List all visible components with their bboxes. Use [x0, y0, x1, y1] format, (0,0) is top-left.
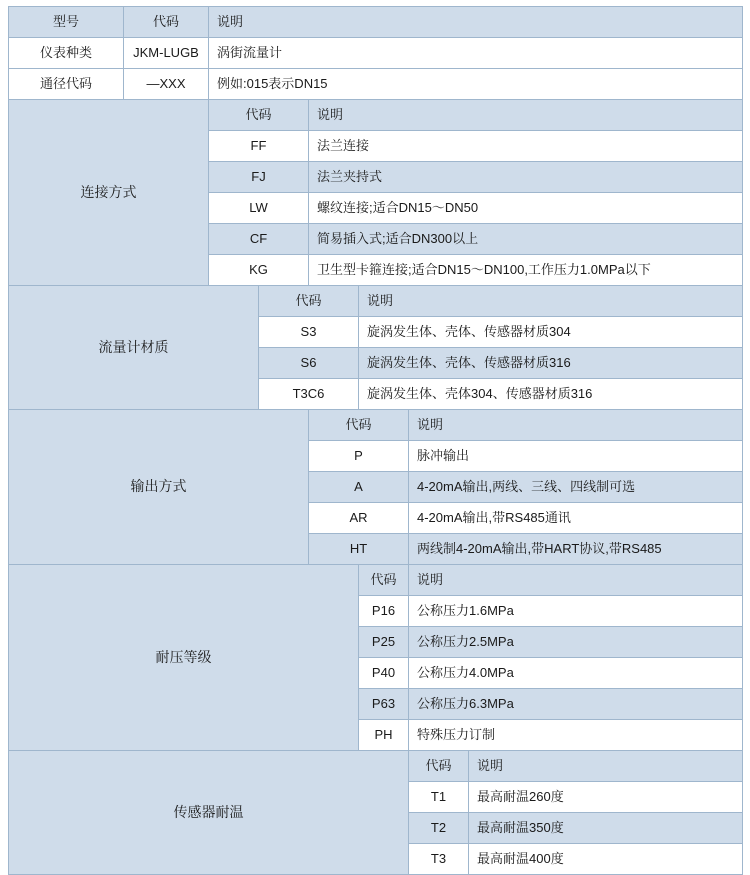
desc-cell: 最高耐温400度: [469, 844, 743, 875]
table-row: [9, 38, 743, 69]
row-desc-bore-code: 例如:015表示DN15: [209, 69, 743, 100]
desc-cell: 简易插入式;适合DN300以上: [309, 224, 743, 255]
desc-cell: 螺纹连接;适合DN15～DN50: [309, 193, 743, 224]
code-cell: HT: [309, 534, 409, 565]
subheader-code-pressure: 代码: [359, 565, 409, 596]
section-subheader-row-temperature: [9, 751, 743, 782]
code-cell: P40: [359, 658, 409, 689]
desc-cell: 最高耐温350度: [469, 813, 743, 844]
specification-table: [8, 6, 743, 875]
desc-cell: 公称压力2.5MPa: [409, 627, 743, 658]
row-label-instrument-type: 仪表种类: [9, 38, 124, 69]
code-cell: FJ: [209, 162, 309, 193]
subheader-code-connection: 代码: [209, 100, 309, 131]
desc-cell: 旋涡发生体、壳体、传感器材质316: [359, 348, 743, 379]
row-code-instrument-type: JKM-LUGB: [124, 38, 209, 69]
code-cell: S6: [259, 348, 359, 379]
desc-cell: 旋涡发生体、壳体304、传感器材质316: [359, 379, 743, 410]
code-cell: T2: [409, 813, 469, 844]
section-subheader-row-output: [9, 410, 743, 441]
section-label-material: 流量计材质: [9, 286, 259, 410]
code-cell: T3: [409, 844, 469, 875]
table-row: [9, 69, 743, 100]
code-cell: A: [309, 472, 409, 503]
code-cell: P: [309, 441, 409, 472]
subheader-code-material: 代码: [259, 286, 359, 317]
section-label-pressure: 耐压等级: [9, 565, 359, 751]
desc-cell: 4-20mA输出,两线、三线、四线制可选: [409, 472, 743, 503]
section-subheader-row-connection: [9, 100, 743, 131]
subheader-code-output: 代码: [309, 410, 409, 441]
code-cell: PH: [359, 720, 409, 751]
section-label-output: 输出方式: [9, 410, 309, 565]
section-subheader-row-material: [9, 286, 743, 317]
desc-cell: 两线制4-20mA输出,带HART协议,带RS485: [409, 534, 743, 565]
header-description: 说明: [209, 7, 743, 38]
section-label-connection: 连接方式: [9, 100, 209, 286]
subheader-desc-output: 说明: [409, 410, 743, 441]
desc-cell: 脉冲输出: [409, 441, 743, 472]
code-cell: FF: [209, 131, 309, 162]
code-cell: P25: [359, 627, 409, 658]
row-desc-instrument-type: 涡街流量计: [209, 38, 743, 69]
desc-cell: 4-20mA输出,带RS485通讯: [409, 503, 743, 534]
subheader-code-temperature: 代码: [409, 751, 469, 782]
code-cell: P16: [359, 596, 409, 627]
desc-cell: 特殊压力订制: [409, 720, 743, 751]
table-header-row: [9, 7, 743, 38]
desc-cell: 最高耐温260度: [469, 782, 743, 813]
code-cell: CF: [209, 224, 309, 255]
desc-cell: 公称压力4.0MPa: [409, 658, 743, 689]
header-model: 型号: [9, 7, 124, 38]
desc-cell: 旋涡发生体、壳体、传感器材质304: [359, 317, 743, 348]
desc-cell: 公称压力6.3MPa: [409, 689, 743, 720]
subheader-desc-connection: 说明: [309, 100, 743, 131]
subheader-desc-material: 说明: [359, 286, 743, 317]
code-cell: LW: [209, 193, 309, 224]
code-cell: P63: [359, 689, 409, 720]
row-code-bore-code: —XXX: [124, 69, 209, 100]
section-label-temperature: 传感器耐温: [9, 751, 409, 875]
code-cell: S3: [259, 317, 359, 348]
code-cell: AR: [309, 503, 409, 534]
desc-cell: 法兰夹持式: [309, 162, 743, 193]
row-label-bore-code: 通径代码: [9, 69, 124, 100]
desc-cell: 法兰连接: [309, 131, 743, 162]
desc-cell: 卫生型卡箍连接;适合DN15～DN100,工作压力1.0MPa以下: [309, 255, 743, 286]
subheader-desc-pressure: 说明: [409, 565, 743, 596]
code-cell: KG: [209, 255, 309, 286]
code-cell: T1: [409, 782, 469, 813]
subheader-desc-temperature: 说明: [469, 751, 743, 782]
header-code: 代码: [124, 7, 209, 38]
code-cell: T3C6: [259, 379, 359, 410]
section-subheader-row-pressure: [9, 565, 743, 596]
desc-cell: 公称压力1.6MPa: [409, 596, 743, 627]
